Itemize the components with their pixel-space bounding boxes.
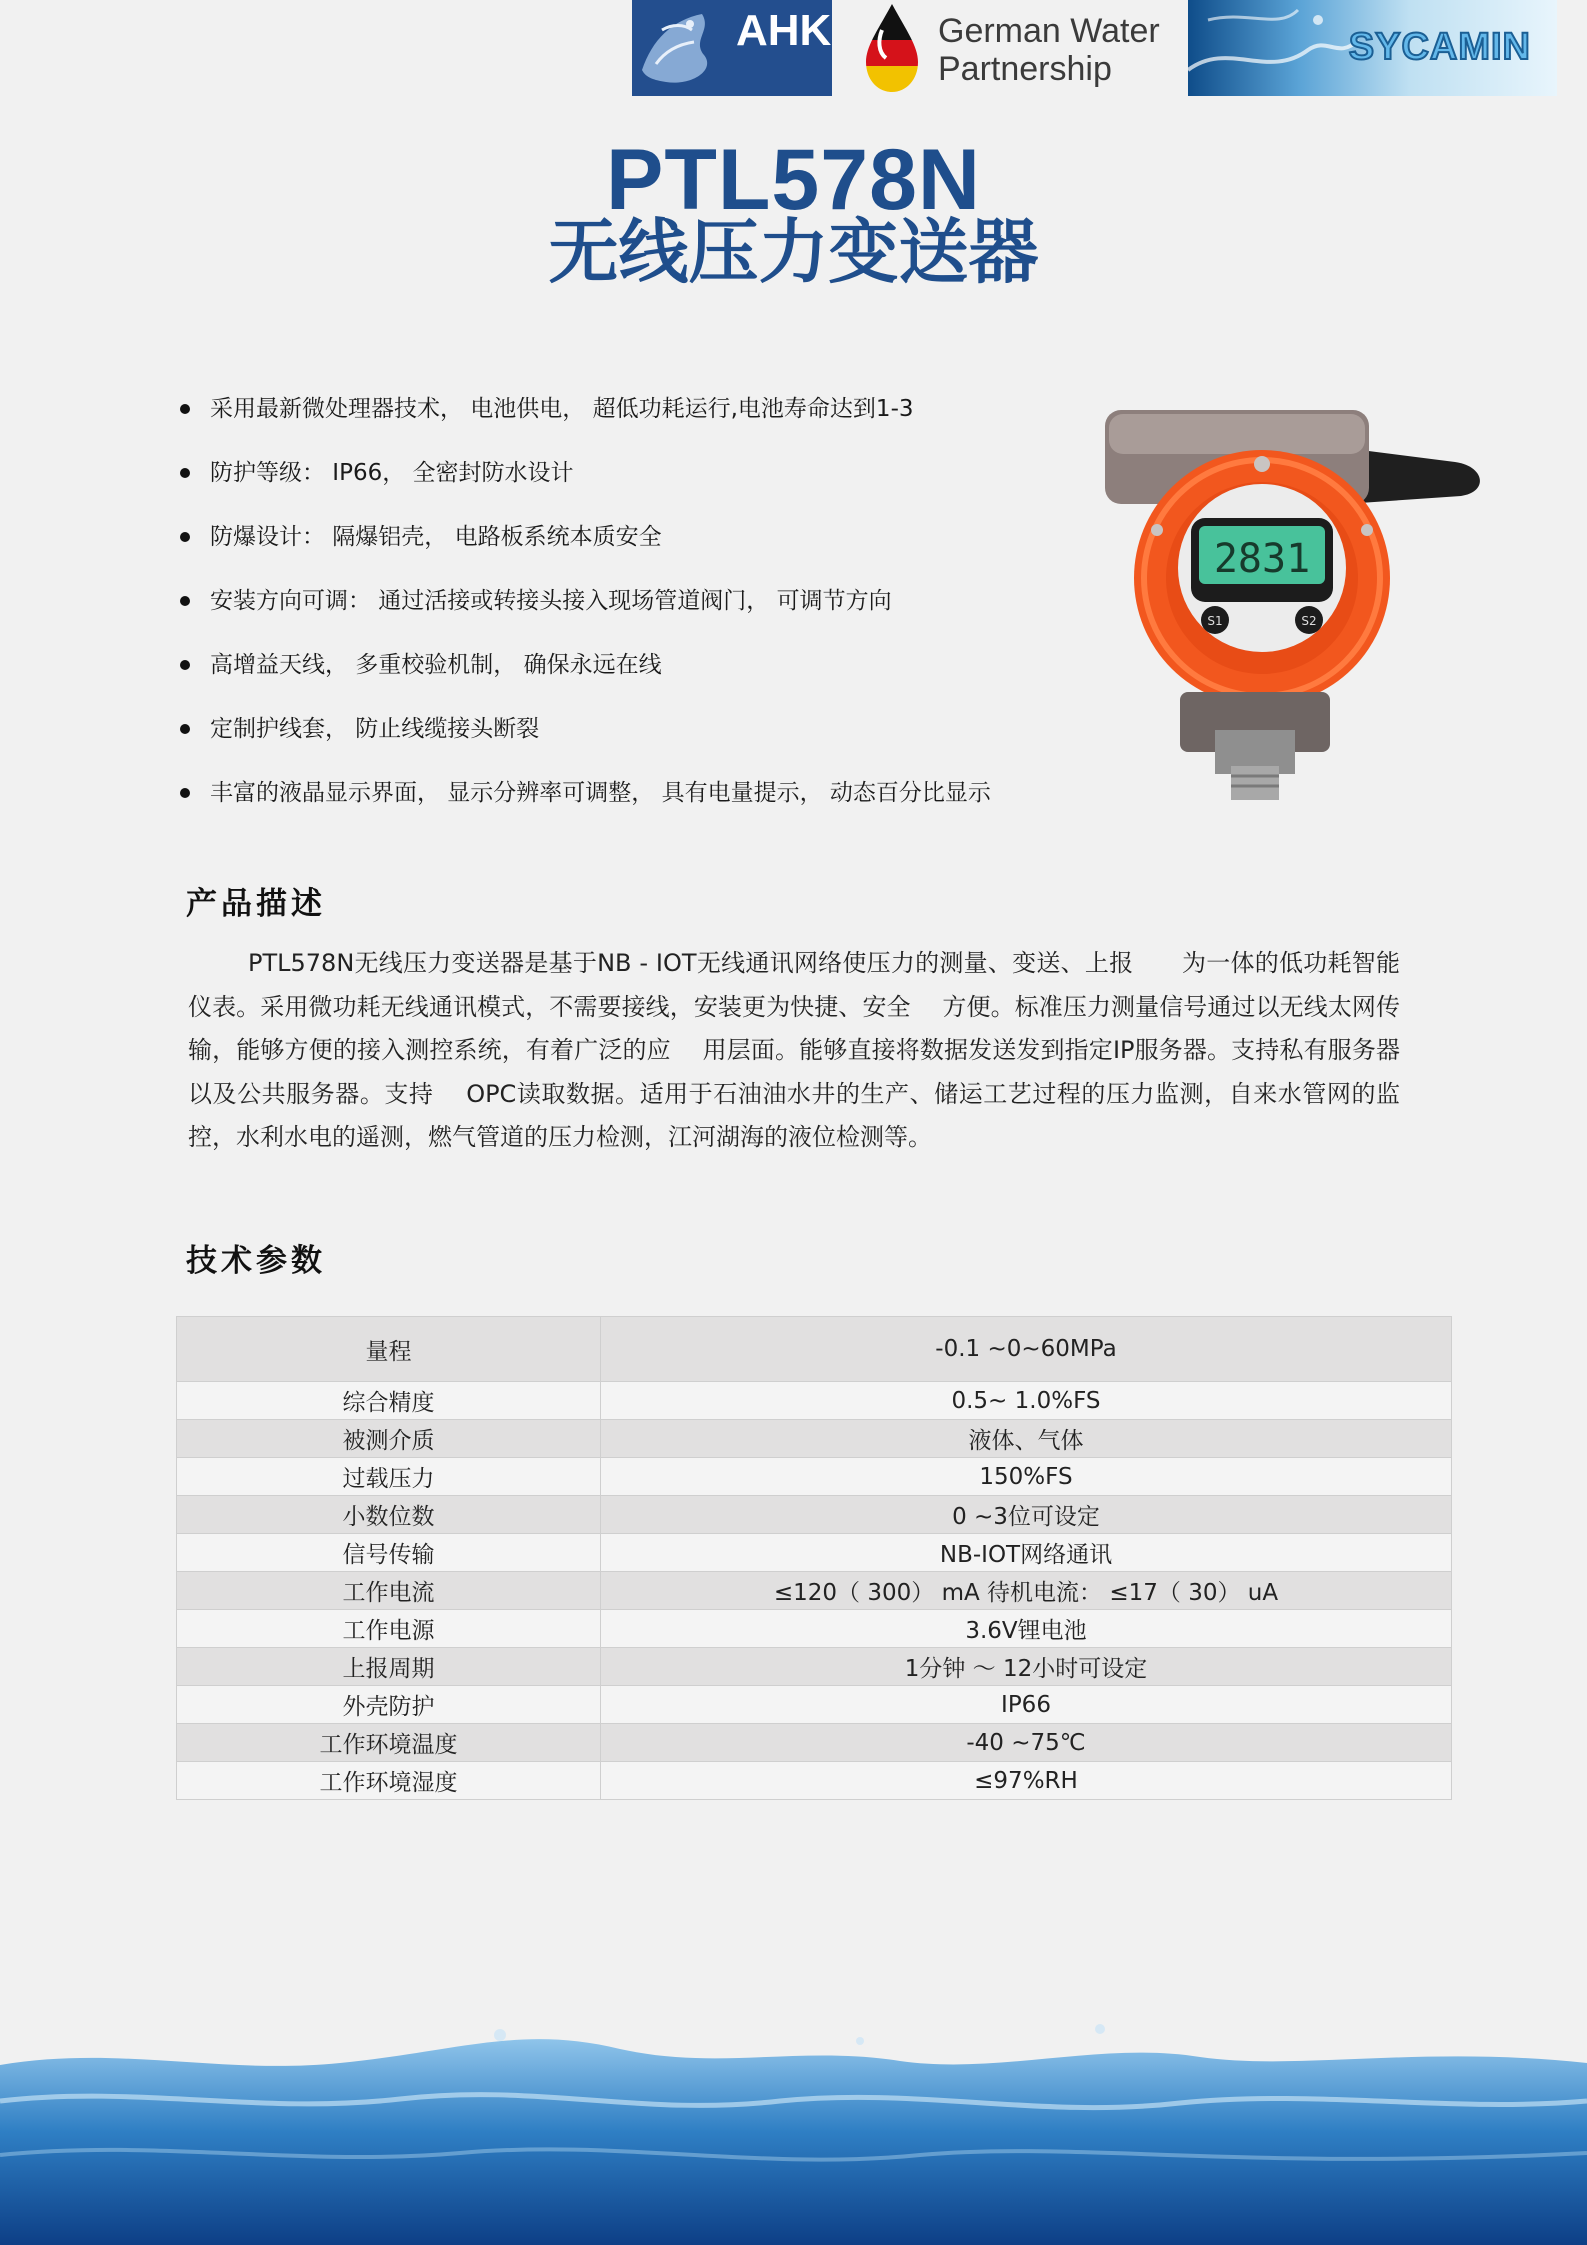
spec-key: 外壳防护 [177, 1686, 601, 1724]
bullet-icon [180, 596, 190, 606]
bullet-icon [180, 532, 190, 542]
ahk-logo [632, 0, 832, 96]
spec-value: -40 ~75℃ [601, 1724, 1452, 1762]
spec-key: 工作电流 [177, 1572, 601, 1610]
button-s2: S2 [1301, 614, 1317, 628]
specs-heading: 技术参数 [186, 1243, 326, 1279]
spec-value: 液体、气体 [601, 1420, 1452, 1458]
spec-value: -0.1 ~0~60MPa [601, 1317, 1452, 1382]
bullet-icon [180, 404, 190, 414]
spec-key: 工作电源 [177, 1610, 601, 1648]
spec-key: 工作环境湿度 [177, 1762, 601, 1800]
feature-item [180, 448, 991, 512]
spec-value: 1分钟 ～ 12小时可设定 [601, 1648, 1452, 1686]
feature-item [180, 576, 991, 640]
table-row [177, 1648, 1452, 1686]
feature-text: 防护等级： IP66， 全密封防水设计 [210, 460, 574, 486]
button-s1: S1 [1207, 614, 1223, 628]
pressure-transmitter-image [1095, 400, 1495, 805]
spec-value: ≤97%RH [601, 1762, 1452, 1800]
feature-text: 防爆设计： 隔爆铝壳， 电路板系统本质安全 [210, 524, 662, 550]
table-row [177, 1686, 1452, 1724]
feature-item [180, 768, 991, 832]
table-row [177, 1610, 1452, 1648]
table-row [177, 1458, 1452, 1496]
water-drop-flag-icon [852, 0, 932, 96]
feature-item [180, 704, 991, 768]
spec-value: ≤120（ 300） mA 待机电流： ≤17（ 30） uA [601, 1572, 1452, 1610]
bullet-icon [180, 788, 190, 798]
table-row [177, 1496, 1452, 1534]
sycamin-text: SYCAMIN [1348, 26, 1531, 68]
bullet-icon [180, 468, 190, 478]
water-wave-footer [0, 2005, 1587, 2245]
table-row [177, 1534, 1452, 1572]
spec-key: 过载压力 [177, 1458, 601, 1496]
feature-text: 安装方向可调： 通过活接或转接头接入现场管道阀门， 可调节方向 [210, 588, 892, 614]
description-heading: 产品描述 [186, 886, 326, 922]
german-water-partnership-logo [852, 0, 1192, 96]
logo-bar [632, 0, 1557, 96]
spec-table [176, 1316, 1452, 1800]
spec-key: 综合精度 [177, 1382, 601, 1420]
feature-text: 高增益天线， 多重校验机制， 确保永远在线 [210, 652, 662, 678]
spec-key: 上报周期 [177, 1648, 601, 1686]
spec-key: 小数位数 [177, 1496, 601, 1534]
table-row [177, 1382, 1452, 1420]
spec-value: 0 ~3位可设定 [601, 1496, 1452, 1534]
spec-value: 150%FS [601, 1458, 1452, 1496]
feature-item [180, 512, 991, 576]
gwp-line1: German Water [938, 12, 1160, 50]
product-name-title: 无线压力变送器 [548, 211, 1039, 293]
spec-value: 3.6V锂电池 [601, 1610, 1452, 1648]
feature-item [180, 640, 991, 704]
spec-key: 工作环境温度 [177, 1724, 601, 1762]
spec-key: 被测介质 [177, 1420, 601, 1458]
spec-value: IP66 [601, 1686, 1452, 1724]
description-text: PTL578N无线压力变送器是基于NB - IOT无线通讯网络使压力的测量、变送、上报 为一体的低功耗智能仪表。采用微功耗无线通讯模式，不需要接线，安装更为快捷、安全 方便。标准压力测量信号通过以无线太网传输，能够方便的接入测控系统，有着广泛的应 用层面。能够直接将数据发送发到指定IP服务器。支持私有服务器以及公共服务器。支持 OPC读取数据。适用于石油油水井的生产、储运工艺过程的压力监测，自来水管网的监控，水利水电的遥测，燃气管道的压力检测，江河湖海的液位检测等。 [188, 949, 1401, 1151]
table-row [177, 1762, 1452, 1800]
spec-value: NB-IOT网络通讯 [601, 1534, 1452, 1572]
feature-text: 定制护线套， 防止线缆接头断裂 [210, 716, 540, 742]
gwp-line2: Partnership [938, 50, 1112, 88]
table-row [177, 1724, 1452, 1762]
feature-text: 采用最新微处理器技术， 电池供电， 超低功耗运行,电池寿命达到1-3 [210, 396, 914, 422]
pressure-port [1231, 766, 1279, 800]
spec-value: 0.5~ 1.0%FS [601, 1382, 1452, 1420]
ahk-text: AHK [736, 6, 832, 55]
product-model-title: PTL578N [605, 132, 982, 228]
feature-list [180, 384, 991, 832]
lcd-value: 2831 [1213, 536, 1311, 582]
bullet-icon [180, 660, 190, 670]
sycamin-logo [1188, 0, 1557, 96]
table-row [177, 1420, 1452, 1458]
table-row [177, 1317, 1452, 1382]
gwp-text [938, 12, 1160, 88]
bullet-icon [180, 724, 190, 734]
table-row [177, 1572, 1452, 1610]
feature-item [180, 384, 991, 448]
spec-key: 量程 [177, 1317, 601, 1382]
spec-key: 信号传输 [177, 1534, 601, 1572]
feature-text: 丰富的液晶显示界面， 显示分辨率可调整， 具有电量提示， 动态百分比显示 [210, 780, 991, 806]
